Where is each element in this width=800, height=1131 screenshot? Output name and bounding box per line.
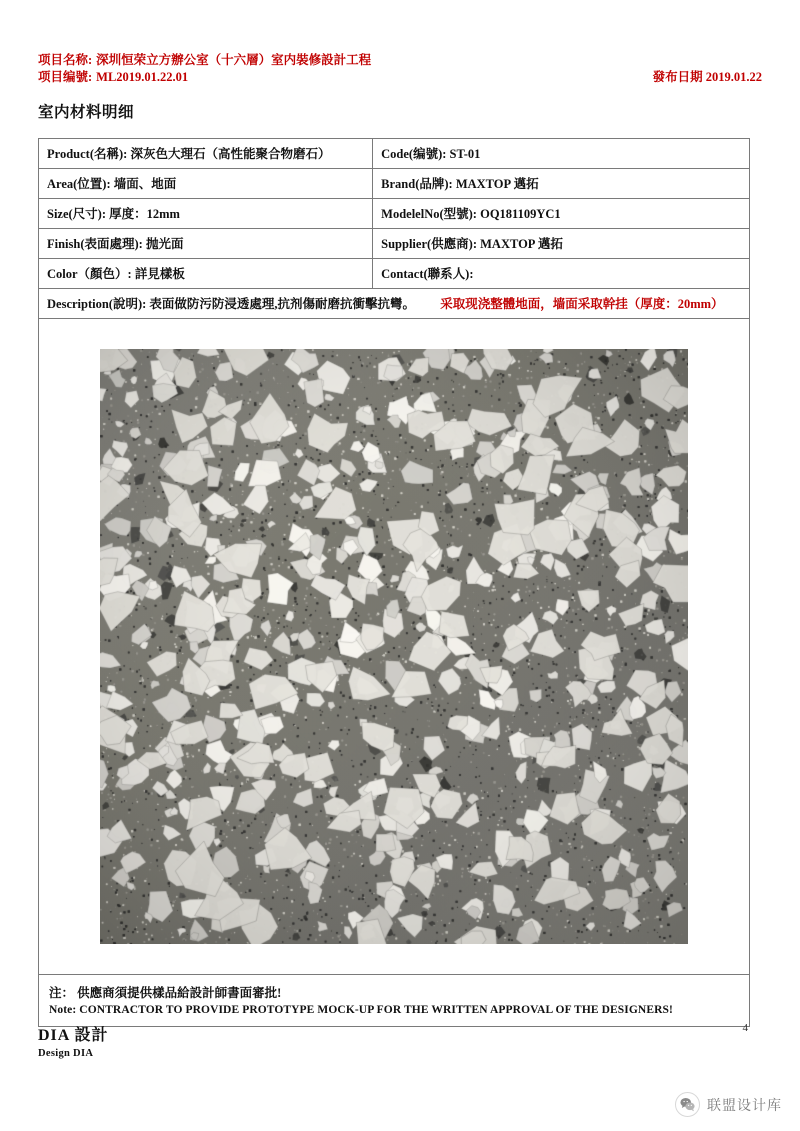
spec-cell-contact <box>373 259 750 289</box>
spec-value: 厚度：12mm <box>109 207 180 221</box>
project-code-label: 项目编號: <box>38 69 93 84</box>
spec-value: 墙面、地面 <box>113 177 177 191</box>
watermark <box>675 1092 782 1117</box>
page-title: 室内材料明细 <box>38 104 135 121</box>
spec-cell-size <box>39 199 373 229</box>
spec-cell-area <box>39 169 373 199</box>
spec-value: MAXTOP 邁拓 <box>480 237 563 251</box>
project-name-label: 项目名称: <box>38 53 93 67</box>
spec-value: MAXTOP 邁拓 <box>455 177 539 191</box>
project-name-value: 深圳恒荣立方辦公室（十六層）室内裝修設計工程 <box>96 53 372 67</box>
spec-cell-color <box>39 259 373 289</box>
spec-key: Size(尺寸): <box>47 207 107 221</box>
table-row <box>39 199 750 229</box>
page-number: 4 <box>742 1022 748 1034</box>
spec-value: ST-01 <box>449 147 481 161</box>
description-key: Description(說明): <box>47 297 147 311</box>
spec-value: 深灰色大理石（高性能聚合物磨石） <box>130 147 331 161</box>
spec-cell-model <box>373 199 750 229</box>
spec-cell-brand <box>373 169 750 199</box>
project-name-row <box>38 52 762 69</box>
material-spec-table <box>38 138 750 1027</box>
project-code-value: ML2019.01.22.01 <box>96 69 189 84</box>
project-code-row <box>38 69 762 86</box>
spec-key: Color（顏色）: <box>47 267 132 281</box>
spec-cell-product <box>39 139 373 169</box>
spec-value: 詳見樣板 <box>134 267 185 281</box>
watermark-text: 联盟设计库 <box>707 1096 782 1113</box>
description-red-note: 采取现浇整體地面，墙面采取幹挂（厚度：20mm） <box>440 297 724 311</box>
brand-name-cn: DIA 設計 <box>38 1027 109 1044</box>
table-row-description <box>39 289 750 319</box>
terrazzo-sample-image <box>100 349 688 944</box>
spec-cell-finish <box>39 229 373 259</box>
issue-date: 發布日期 2019.01.22 <box>652 69 762 84</box>
table-row-image <box>39 319 750 975</box>
spec-cell-supplier <box>373 229 750 259</box>
material-image-wrapper <box>39 319 749 974</box>
spec-value: OQ181109YC1 <box>480 207 561 221</box>
document-header <box>38 52 762 86</box>
note-chinese: 注： 供應商須提供樣品給設計師書面審批! <box>49 986 282 1000</box>
spec-key: Supplier(供應商): <box>381 237 477 251</box>
spec-key: Contact(聯系人): <box>381 267 474 281</box>
table-row <box>39 169 750 199</box>
note-cell <box>39 975 750 1027</box>
document-footer <box>38 1022 762 1059</box>
spec-key: Product(名稱): <box>47 147 128 161</box>
spec-key: Code(编號): <box>381 147 447 161</box>
table-row <box>39 259 750 289</box>
spec-key: Finish(表面處理): <box>47 237 143 251</box>
terrazzo-canvas <box>100 349 688 944</box>
table-row <box>39 139 750 169</box>
spec-cell-description <box>39 289 750 319</box>
description-value: 表面做防污防浸透處理,抗剂傷耐磨抗衝擊抗彎。 <box>149 297 416 311</box>
wechat-icon <box>675 1092 700 1117</box>
material-image-cell <box>39 319 750 975</box>
brand-name-en: Design DIA <box>38 1048 94 1059</box>
spec-key: ModelelNo(型號): <box>381 207 477 221</box>
note-english: Note: CONTRACTOR TO PROVIDE PROTOTYPE MOCK-UP FOR THE WRITTEN APPROVAL OF THE DESIGNERS! <box>49 1004 673 1016</box>
spec-value: 抛光面 <box>145 237 184 251</box>
table-row <box>39 229 750 259</box>
spec-cell-code <box>373 139 750 169</box>
spec-key: Brand(品牌): <box>381 177 453 191</box>
table-row-note <box>39 975 750 1027</box>
spec-key: Area(位置): <box>47 177 111 191</box>
